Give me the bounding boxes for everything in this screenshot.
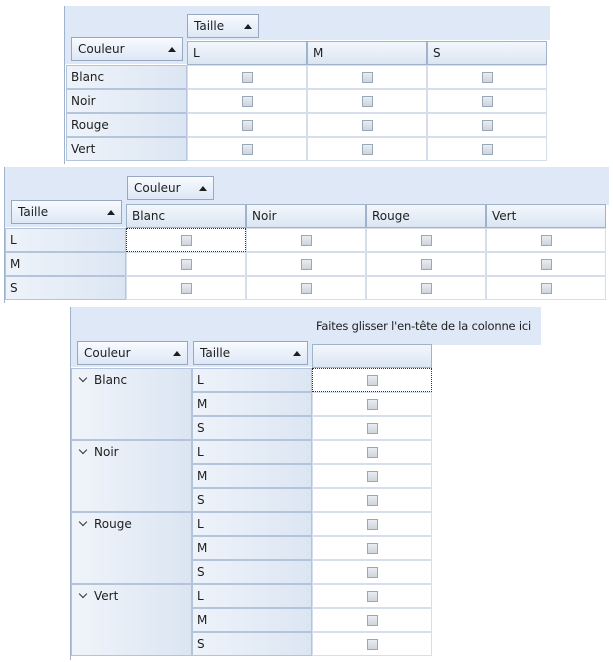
row-field-taille-button[interactable]	[193, 341, 308, 365]
grid-cell[interactable]	[366, 228, 486, 252]
grid-cell[interactable]	[366, 252, 486, 276]
checkbox[interactable]	[367, 423, 378, 434]
row-group-noir[interactable]	[71, 440, 192, 512]
column-drop-hint: Faites glisser l'en-tête de la colonne ici	[316, 319, 531, 333]
chevron-down-icon[interactable]	[79, 590, 87, 598]
grid-cell[interactable]	[427, 137, 547, 161]
checkbox[interactable]	[242, 72, 253, 83]
grid-cell[interactable]	[366, 276, 486, 300]
row-header-vert: Vert	[66, 137, 187, 161]
column-header-m[interactable]: M	[307, 41, 427, 65]
checkbox[interactable]	[242, 144, 253, 155]
grid-cell[interactable]	[312, 584, 432, 608]
grid-cell[interactable]	[246, 252, 366, 276]
row-header-size: M	[192, 536, 312, 560]
grid-cell-focused[interactable]	[312, 368, 432, 392]
grid-cell[interactable]	[307, 137, 427, 161]
column-header-vert[interactable]: Vert	[486, 204, 606, 228]
grid-cell[interactable]	[312, 392, 432, 416]
sort-ascending-icon	[199, 186, 207, 191]
checkbox[interactable]	[367, 519, 378, 530]
sort-ascending-icon	[173, 351, 181, 356]
row-header-size: S	[192, 488, 312, 512]
checkbox[interactable]	[482, 72, 493, 83]
grid-cell[interactable]	[307, 89, 427, 113]
column-field-label: Taille	[194, 19, 225, 33]
row-header-size: L	[192, 584, 312, 608]
checkbox[interactable]	[362, 72, 373, 83]
row-group-blanc[interactable]	[71, 368, 192, 440]
checkbox[interactable]	[421, 259, 432, 270]
row-field-label: Taille	[200, 346, 231, 360]
column-field-couleur-button[interactable]	[127, 176, 214, 200]
grid-cell[interactable]	[187, 65, 307, 89]
grid-cell[interactable]	[126, 276, 246, 300]
row-header-s: S	[5, 276, 126, 300]
checkbox[interactable]	[421, 283, 432, 294]
row-field-taille-button[interactable]	[11, 200, 122, 224]
pivot-grid-couleur-by-taille	[0, 0, 613, 165]
column-header-l[interactable]: L	[187, 41, 307, 65]
grid-cell[interactable]	[312, 536, 432, 560]
row-field-label: Couleur	[84, 346, 131, 360]
checkbox[interactable]	[181, 259, 192, 270]
row-header-size: S	[192, 416, 312, 440]
checkbox[interactable]	[362, 120, 373, 131]
row-field-couleur-button[interactable]	[77, 341, 188, 365]
checkbox[interactable]	[367, 615, 378, 626]
column-header-rouge[interactable]: Rouge	[366, 204, 486, 228]
sort-ascending-icon	[244, 24, 252, 29]
grid-cell[interactable]	[187, 89, 307, 113]
row-field-couleur-button[interactable]	[71, 37, 183, 61]
chevron-down-icon[interactable]	[79, 446, 87, 454]
row-header-size: L	[192, 368, 312, 392]
row-header-m: M	[5, 252, 126, 276]
group-label: Blanc	[94, 373, 128, 387]
sort-ascending-icon	[168, 47, 176, 52]
checkbox[interactable]	[362, 96, 373, 107]
grid-cell[interactable]	[486, 252, 606, 276]
grid-cell[interactable]	[427, 113, 547, 137]
row-header-rouge: Rouge	[66, 113, 187, 137]
grid-cell[interactable]	[312, 488, 432, 512]
grid-cell[interactable]	[307, 65, 427, 89]
checkbox[interactable]	[362, 144, 373, 155]
row-field-label: Couleur	[78, 42, 125, 56]
grid-cell[interactable]	[312, 512, 432, 536]
grid-cell[interactable]	[427, 65, 547, 89]
checkbox[interactable]	[367, 543, 378, 554]
row-header-noir: Noir	[66, 89, 187, 113]
row-group-vert[interactable]	[71, 584, 192, 656]
column-header-noir[interactable]: Noir	[246, 204, 366, 228]
row-header-size: L	[192, 512, 312, 536]
chevron-down-icon[interactable]	[79, 374, 87, 382]
checkbox[interactable]	[367, 471, 378, 482]
checkbox[interactable]	[181, 235, 192, 246]
checkbox[interactable]	[367, 639, 378, 650]
row-header-size: M	[192, 608, 312, 632]
checkbox[interactable]	[421, 235, 432, 246]
grid-cell[interactable]	[187, 137, 307, 161]
grid-cell[interactable]	[126, 252, 246, 276]
checkbox[interactable]	[482, 144, 493, 155]
sort-ascending-icon	[107, 210, 115, 215]
checkbox[interactable]	[482, 96, 493, 107]
grid-cell[interactable]	[312, 416, 432, 440]
grid-cell[interactable]	[246, 276, 366, 300]
row-header-size: M	[192, 464, 312, 488]
row-header-size: M	[192, 392, 312, 416]
grid-cell[interactable]	[312, 560, 432, 584]
grid-cell[interactable]	[312, 464, 432, 488]
checkbox[interactable]	[242, 120, 253, 131]
checkbox[interactable]	[367, 591, 378, 602]
column-header-blanc[interactable]: Blanc	[126, 204, 246, 228]
checkbox[interactable]	[367, 447, 378, 458]
sort-ascending-icon	[293, 351, 301, 356]
column-field-label: Couleur	[134, 181, 181, 195]
row-header-size: L	[192, 440, 312, 464]
chevron-down-icon[interactable]	[79, 518, 87, 526]
grid-cell[interactable]	[312, 608, 432, 632]
grid-cell[interactable]	[427, 89, 547, 113]
grid-cell[interactable]	[486, 228, 606, 252]
checkbox[interactable]	[541, 283, 552, 294]
grid-cell[interactable]	[246, 228, 366, 252]
checkbox[interactable]	[541, 259, 552, 270]
row-header-size: S	[192, 632, 312, 656]
checkbox[interactable]	[367, 495, 378, 506]
checkbox[interactable]	[181, 283, 192, 294]
checkbox[interactable]	[541, 235, 552, 246]
checkbox[interactable]	[367, 567, 378, 578]
grid-cell[interactable]	[486, 276, 606, 300]
checkbox[interactable]	[301, 259, 312, 270]
group-label: Rouge	[94, 517, 132, 531]
grid-cell[interactable]	[312, 632, 432, 656]
column-header-empty[interactable]	[312, 344, 432, 368]
row-header-size: S	[192, 560, 312, 584]
checkbox[interactable]	[482, 120, 493, 131]
column-field-taille-button[interactable]	[187, 14, 259, 38]
grid-cell[interactable]	[187, 113, 307, 137]
column-header-s[interactable]: S	[427, 41, 547, 65]
row-group-rouge[interactable]	[71, 512, 192, 584]
grid-cell[interactable]	[312, 440, 432, 464]
checkbox[interactable]	[367, 375, 378, 386]
checkbox[interactable]	[367, 399, 378, 410]
grid-cell[interactable]	[307, 113, 427, 137]
row-header-blanc: Blanc	[66, 65, 187, 89]
group-label: Noir	[94, 445, 119, 459]
grid-cell-focused[interactable]	[126, 228, 246, 252]
checkbox[interactable]	[301, 235, 312, 246]
checkbox[interactable]	[301, 283, 312, 294]
row-header-l: L	[5, 228, 126, 252]
pivot-grid-taille-by-couleur	[0, 165, 613, 305]
group-label: Vert	[94, 589, 119, 603]
row-field-label: Taille	[18, 205, 49, 219]
checkbox[interactable]	[242, 96, 253, 107]
pivot-grid-grouped	[0, 305, 613, 662]
